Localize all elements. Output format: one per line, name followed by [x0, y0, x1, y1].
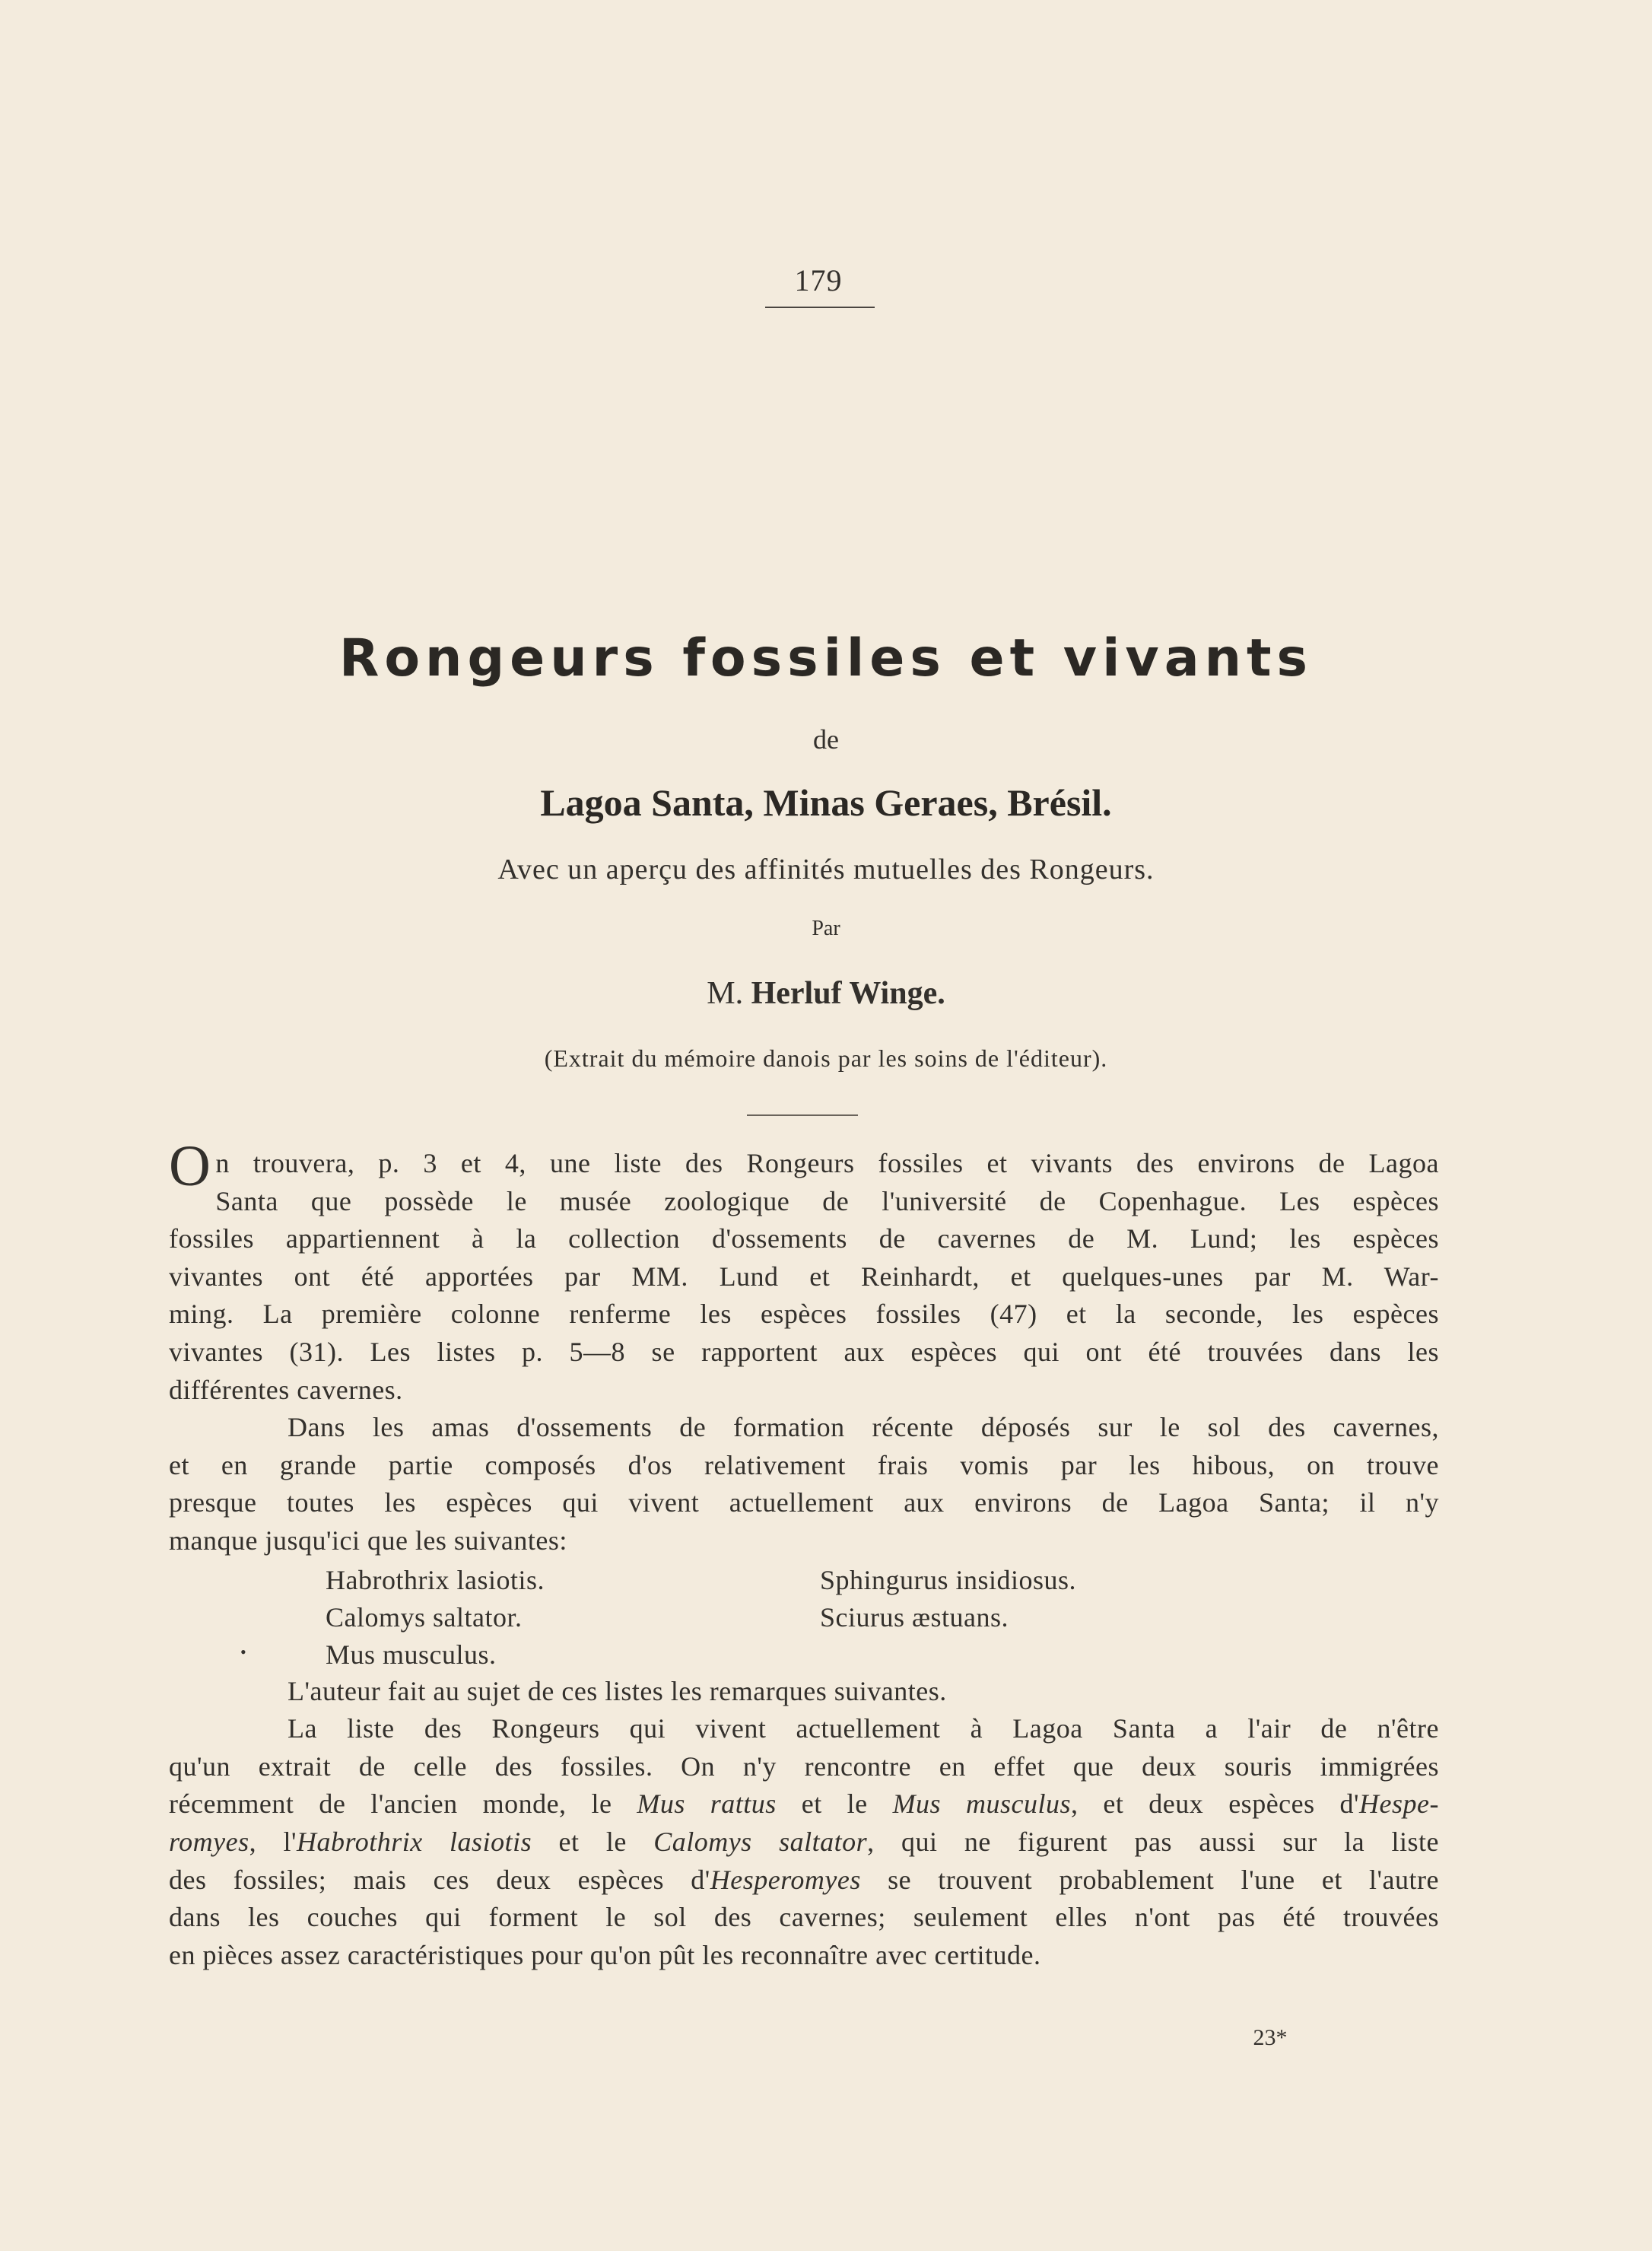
paragraph-4 [169, 1710, 1439, 1974]
text-run: et le [801, 1788, 868, 1820]
text-run: et le [558, 1826, 627, 1857]
taxon-name: Hesperomyes [710, 1864, 861, 1895]
text-run: , qui ne figurent pas aussi sur la liste [867, 1826, 1439, 1857]
text-line: n trouvera, p. 3 et 4, une liste des Rongeurs fossiles et vivants des environs de Lagoa [215, 1148, 1439, 1178]
section-divider [747, 1114, 858, 1116]
author-prefix: M. [707, 976, 744, 1011]
taxon-name: Hespe- [1359, 1788, 1439, 1820]
text-line [169, 1823, 1439, 1862]
taxon-name: Calomys saltator [653, 1826, 868, 1857]
text-line: vivantes ont été apportées par MM. Lund et Reinhardt, et quelques-unes par M. War- [169, 1261, 1439, 1292]
title-location: Lagoa Santa, Minas Geraes, Brésil. [540, 781, 1112, 824]
text-line: ming. La première colonne renferme les espèces fossiles (47) et la seconde, les espèces [169, 1299, 1439, 1330]
text-line: Dans les amas d'ossements de formation récente déposés sur le sol des cavernes, [288, 1412, 1439, 1443]
signature-mark: 23* [1253, 2025, 1288, 2050]
text-line: et en grande partie composés d'os relativement frais vomis par les hibous, on trouve [169, 1449, 1439, 1480]
text-line [169, 1785, 1439, 1823]
species-item: Calomys saltator. [326, 1601, 523, 1633]
text-run: des fossiles; mais ces deux espèces d' [169, 1864, 710, 1895]
paragraph-2 [169, 1409, 1439, 1559]
species-list [169, 1560, 1439, 1673]
paragraph-3: L'auteur fait au sujet de ces listes les remarques suivantes. [288, 1675, 947, 1706]
taxon-name: romyes [169, 1826, 249, 1857]
subtitle: Avec un aperçu des affinités mutuelles des Rongeurs. [497, 854, 1155, 885]
text-line [169, 1862, 1439, 1900]
text-run: récemment de l'ancien monde, le [169, 1788, 612, 1820]
text-line: en pièces assez caractéristiques pour qu'on pût les reconnaître avec certitude. [169, 1939, 1041, 1970]
by-label: Par [812, 917, 840, 940]
paragraph-1 [169, 1134, 1439, 1409]
page-number-rule [765, 307, 875, 308]
title-de: de [813, 724, 839, 755]
text-run: se trouvent probablement l'une et l'autre [888, 1864, 1439, 1895]
taxon-name: Mus musculus [892, 1788, 1071, 1820]
extract-note: (Extrait du mémoire danois par les soins de l'éditeur). [544, 1044, 1108, 1072]
article-title: Rongeurs fossiles et vivants [338, 628, 1314, 688]
text-line: qu'un extrait de celle des fossiles. On n'y rencontre en effet que deux souris immigrées [169, 1750, 1439, 1782]
drop-cap: O [169, 1134, 211, 1198]
taxon-name: Habrothrix lasiotis [297, 1826, 532, 1857]
text-line: presque toutes les espèces qui vivent actuellement aux environs de Lagoa Santa; il n'y [169, 1487, 1439, 1518]
author [0, 975, 1652, 1012]
author-name: Herluf Winge. [751, 976, 945, 1011]
text-run: , et deux espèces d' [1070, 1788, 1360, 1820]
species-item: Sphingurus insidiosus. [820, 1564, 1077, 1595]
text-run: , l' [249, 1826, 297, 1857]
body-text [169, 1134, 1439, 1974]
species-item: Mus musculus. [326, 1639, 497, 1670]
text-line: La liste des Rongeurs qui vivent actuellement à Lagoa Santa a l'air de n'être [288, 1713, 1439, 1744]
text-line: manque jusqu'ici que les suivantes: [169, 1525, 567, 1556]
species-item: Habrothrix lasiotis. [326, 1564, 545, 1595]
text-line: vivantes (31). Les listes p. 5—8 se rapportent aux espèces qui ont été trouvées dans les [169, 1336, 1439, 1367]
species-item: Sciurus æstuans. [820, 1601, 1009, 1633]
text-line: Santa que possède le musée zoologique de l'université de Copenhague. Les espèces [215, 1185, 1439, 1216]
text-line: fossiles appartiennent à la collection d'ossements de cavernes de M. Lund; les espèces [169, 1223, 1439, 1254]
taxon-name: Mus rattus [637, 1788, 777, 1820]
page-number: 179 [794, 263, 843, 297]
text-line: dans les couches qui forment le sol des cavernes; seulement elles n'ont pas été trouvées [169, 1902, 1439, 1933]
margin-dot: • [240, 1642, 247, 1661]
text-line: différentes cavernes. [169, 1374, 403, 1405]
